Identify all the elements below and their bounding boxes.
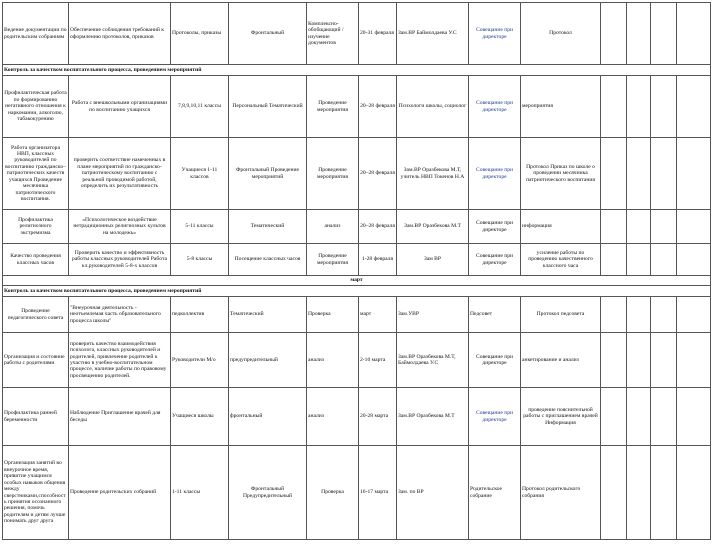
empty-cell <box>651 76 677 138</box>
cell-object: Учащиеся 1-11 классов <box>171 138 229 210</box>
cell-type: предупредительный <box>229 333 307 388</box>
cell-result: Протокол <box>521 3 601 65</box>
cell-method: Проверка <box>307 297 359 333</box>
cell-topic: Организация занятий во внеурочное время, привитие учащимся особых навыков общения между сверстниками,способность принятия осознанного решения, помочь родителям и детям лучше понимать друг друга <box>3 446 69 540</box>
cell-review: Педсовет <box>469 297 521 333</box>
cell-goal: проверить качество взаимодействия психолога, классных руководителей и родителей, привлечение родителей к участию в учебно-воспитательном процессе, наличие работы по правовому просвещению родителей. <box>69 333 171 388</box>
cell-topic: Работа организатора НВП, классных руководителей по воспитанию гражданско–патриотических качеств учащихся Проведение месячника патриотического воспитания. <box>3 138 69 210</box>
cell-type: Тематический <box>229 210 307 244</box>
cell-goal: проверить соответствие намеченных в плане мероприятий по гражданско-патриотическому воспитанию с реальной проводимой работой, определить их результативность <box>69 138 171 210</box>
empty-cell <box>601 446 627 540</box>
empty-cell <box>627 244 651 276</box>
cell-topic: Проведение педагогического совета <box>3 297 69 333</box>
empty-cell <box>677 76 711 138</box>
cell-responsible: Зам.ВР Оразбекова М.Т <box>397 210 469 244</box>
cell-result: Протокол Приказ по школе о проведении месячника патриотического воспитания <box>521 138 601 210</box>
cell-responsible: Зам ВР <box>397 244 469 276</box>
cell-object: 5-8 классы <box>171 244 229 276</box>
cell-object: 1-11 классы <box>171 446 229 540</box>
cell-goal: Наблюдение Приглашение врачей для беседы <box>69 388 171 446</box>
cell-date: 2-10 марта <box>359 333 397 388</box>
cell-review: Совещание при директоре <box>469 244 521 276</box>
cell-method: Комплексно-обобщающий / изучение документов <box>307 3 359 65</box>
empty-cell <box>651 210 677 244</box>
table-row <box>3 297 711 333</box>
empty-cell <box>651 446 677 540</box>
empty-cell <box>627 388 651 446</box>
table-row <box>3 3 711 65</box>
cell-goal: Проверить качество и эффективность работы классных руководителей Работа кл.руководителей 5-8-х классов <box>69 244 171 276</box>
cell-responsible: Зам.ВР Оразбекова М.Т, учитель НВП Токенов Н.А <box>397 138 469 210</box>
cell-goal: Обеспечение соблюдения требований к оформлению протоколов, приказов <box>69 3 171 65</box>
empty-cell <box>651 333 677 388</box>
cell-date: 20–28 февраля <box>359 210 397 244</box>
cell-result: информация <box>521 210 601 244</box>
cell-review: Совещание при директоре <box>469 333 521 388</box>
empty-cell <box>627 297 651 333</box>
empty-cell <box>651 388 677 446</box>
cell-result: проведение пояснительной работы с приглашением врачей Информация <box>521 388 601 446</box>
cell-topic: Профилактика ранней беременности <box>3 388 69 446</box>
section-header-row <box>3 286 711 297</box>
empty-cell <box>677 210 711 244</box>
table-row <box>3 388 711 446</box>
cell-object: Руководители М/о <box>171 333 229 388</box>
cell-method: Проведение мероприятия <box>307 244 359 276</box>
cell-topic: Профилактика религиозного экстремизма <box>3 210 69 244</box>
cell-method: Проверка <box>307 446 359 540</box>
section-title: Контроль за качеством воспитательного процесса, проведением мероприятий <box>3 65 711 76</box>
section-title: Контроль за качеством воспитательного процесса, проведением мероприятий <box>3 286 711 297</box>
cell-responsible: Зам.ВР Баймолдаева У.С <box>397 3 469 65</box>
empty-cell <box>677 446 711 540</box>
cell-type: Посещение классных часов <box>229 244 307 276</box>
cell-review: Совещание при директоре <box>469 138 521 210</box>
cell-goal: Проведение родительских собраний <box>69 446 171 540</box>
empty-cell <box>601 76 627 138</box>
empty-cell <box>651 138 677 210</box>
empty-cell <box>627 3 651 65</box>
month-title: март <box>3 276 711 286</box>
cell-date: 20-28 марта <box>359 388 397 446</box>
cell-result: Протокол педсовета <box>521 297 601 333</box>
cell-review: Совещание при директоре <box>469 388 521 446</box>
cell-date: 1-28 февраля <box>359 244 397 276</box>
table-row <box>3 210 711 244</box>
table-row <box>3 76 711 138</box>
empty-cell <box>651 244 677 276</box>
cell-result: мероприятия <box>521 76 601 138</box>
control-plan-table <box>2 2 711 540</box>
empty-cell <box>601 138 627 210</box>
empty-cell <box>677 244 711 276</box>
cell-method: анализ <box>307 333 359 388</box>
cell-responsible: Зам. по ВР <box>397 446 469 540</box>
cell-goal: Работа с внешкольными организациями по воспитанию учащихся <box>69 76 171 138</box>
cell-type: фронтальный <box>229 388 307 446</box>
cell-type: Персональный Тематический <box>229 76 307 138</box>
table-row <box>3 333 711 388</box>
cell-date: март <box>359 297 397 333</box>
cell-review: Родительское собрание <box>469 446 521 540</box>
empty-cell <box>601 297 627 333</box>
empty-cell <box>627 446 651 540</box>
cell-topic: Ведение документации по родительским собраниям <box>3 3 69 65</box>
cell-type: Тематический <box>229 297 307 333</box>
empty-cell <box>601 3 627 65</box>
cell-type: Фронтальный Проведение мероприятий <box>229 138 307 210</box>
cell-date: 20–28 февраля <box>359 138 397 210</box>
cell-date: 20–28 февраля <box>359 76 397 138</box>
cell-method: анализ <box>307 388 359 446</box>
cell-object: Протоколы, приказы <box>171 3 229 65</box>
table-row <box>3 446 711 540</box>
empty-cell <box>627 76 651 138</box>
cell-result: усиление работы по проведению качественного классного часа <box>521 244 601 276</box>
section-header-row <box>3 65 711 76</box>
month-header-row <box>3 276 711 286</box>
cell-date: 16-17 марта <box>359 446 397 540</box>
empty-cell <box>651 3 677 65</box>
empty-cell <box>627 138 651 210</box>
cell-result: анкетирование и анализ <box>521 333 601 388</box>
empty-cell <box>601 244 627 276</box>
cell-method: анализ <box>307 210 359 244</box>
cell-type: Фронтальный <box>229 3 307 65</box>
cell-result: Протокол родительского собрания <box>521 446 601 540</box>
table-row <box>3 244 711 276</box>
cell-object: Учащиеся школы <box>171 388 229 446</box>
empty-cell <box>677 3 711 65</box>
empty-cell <box>601 333 627 388</box>
empty-cell <box>677 333 711 388</box>
cell-responsible: Психологи школы, социолог <box>397 76 469 138</box>
empty-cell <box>651 297 677 333</box>
empty-cell <box>601 210 627 244</box>
cell-method: Проведение мероприятия <box>307 76 359 138</box>
cell-review: Совещание при директоре <box>469 3 521 65</box>
empty-cell <box>627 333 651 388</box>
cell-goal: «Психологическое воздействие нетрадиционных религиозных культов на молодежь» <box>69 210 171 244</box>
cell-date: 20-31 февраля <box>359 3 397 65</box>
empty-cell <box>677 388 711 446</box>
table-row <box>3 138 711 210</box>
empty-cell <box>677 297 711 333</box>
cell-method: Проведение мероприятия <box>307 138 359 210</box>
cell-review: Совещание при директоре <box>469 210 521 244</box>
cell-type: Фронтальный Предупредительный <box>229 446 307 540</box>
empty-cell <box>677 138 711 210</box>
cell-review: Совещание при директоре <box>469 76 521 138</box>
cell-object: 5-11 классы <box>171 210 229 244</box>
cell-topic: Организация и состояние работы с родителями <box>3 333 69 388</box>
cell-goal: "Внеурочная деятельность - неотъемлемая часть образовательного процесса школы" <box>69 297 171 333</box>
cell-topic: Профилактическая работа по формированию негативного отношения к наркомании, алкоголю, табакокурению <box>3 76 69 138</box>
cell-topic: Качество проведения классных часов <box>3 244 69 276</box>
empty-cell <box>627 210 651 244</box>
cell-object: педколлектив <box>171 297 229 333</box>
cell-responsible: Зам.ВР Оразбекова М.Т, Баймолдаева У.С <box>397 333 469 388</box>
cell-responsible: Зам.ВР Оразбекова М.Т <box>397 388 469 446</box>
cell-responsible: Зам.УВР <box>397 297 469 333</box>
empty-cell <box>601 388 627 446</box>
cell-object: 7,8,9,10,11 классы <box>171 76 229 138</box>
